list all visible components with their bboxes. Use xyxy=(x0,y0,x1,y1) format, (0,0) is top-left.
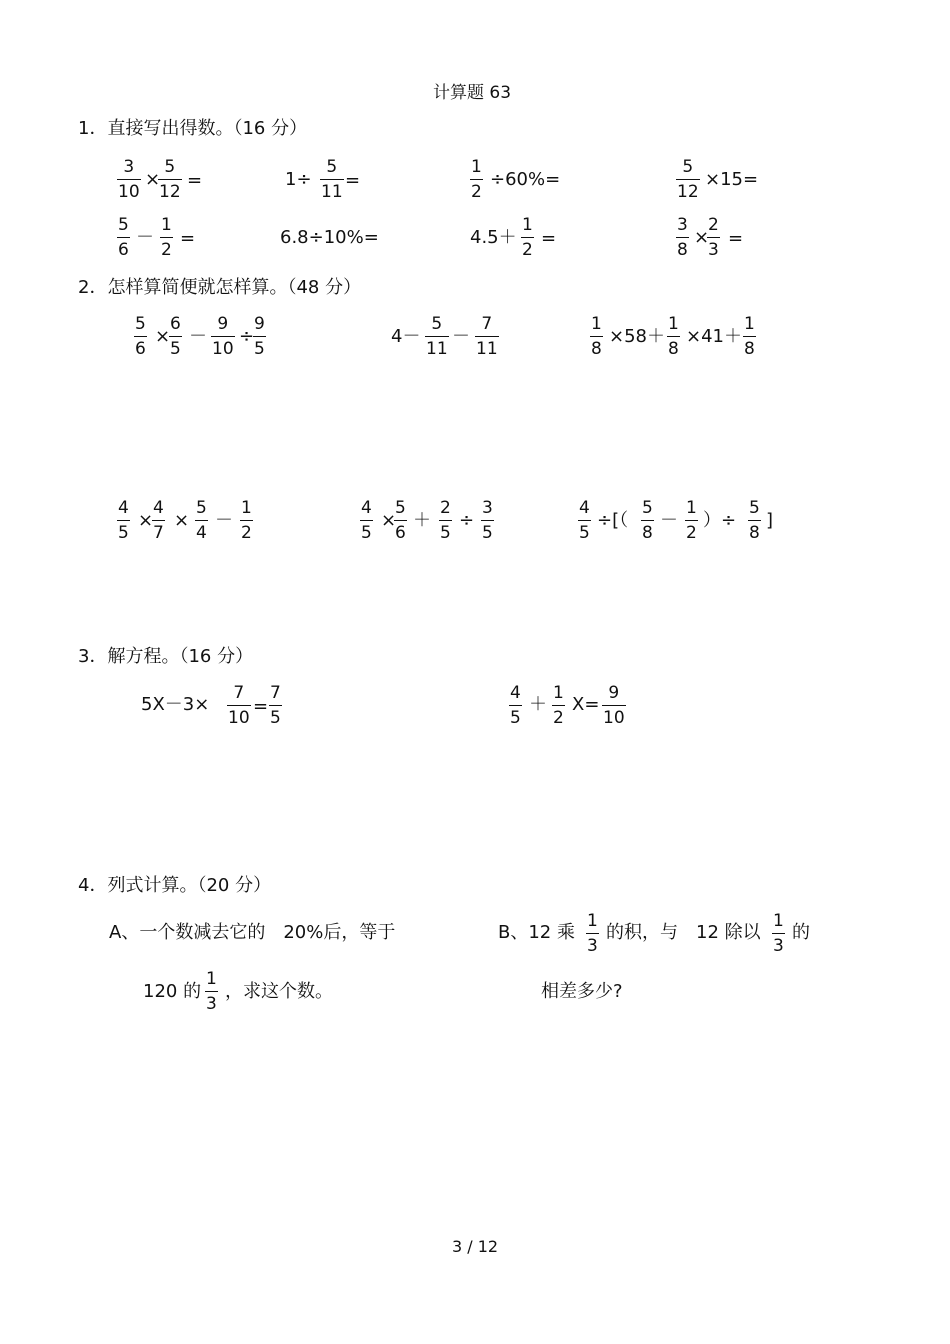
equals-sign: = xyxy=(345,170,361,191)
fraction: 9 10 xyxy=(603,683,625,728)
fraction: 4 5 xyxy=(510,683,521,728)
fraction: 2 3 xyxy=(708,215,719,260)
problem-a-line-2-prefix: 120 的 xyxy=(143,981,202,1002)
equals-sign: = xyxy=(253,696,269,717)
fraction: 9 5 xyxy=(254,314,265,359)
fraction: 6 5 xyxy=(170,314,181,359)
fraction: 9 10 xyxy=(212,314,234,359)
fraction: 7 11 xyxy=(476,314,498,359)
math-text: 6.8÷10%= xyxy=(280,227,379,248)
fraction: 5 6 xyxy=(395,498,406,543)
problem-b-prefix: B、12 乘 xyxy=(498,922,575,943)
math-text: ] xyxy=(766,510,774,531)
math-text: ÷60%= xyxy=(490,169,561,190)
operator: × xyxy=(155,326,171,347)
operator: × xyxy=(138,510,154,531)
fraction: 1 3 xyxy=(773,911,784,956)
fraction: 4 5 xyxy=(579,498,590,543)
fraction: 5 4 xyxy=(196,498,207,543)
operator: － xyxy=(660,510,678,531)
fraction: 3 5 xyxy=(482,498,493,543)
fraction: 5 11 xyxy=(321,157,343,202)
equals-sign: = xyxy=(728,228,744,249)
fraction: 1 8 xyxy=(591,314,602,359)
operator: － xyxy=(189,326,207,347)
fraction: 1 2 xyxy=(161,215,172,260)
fraction: 2 5 xyxy=(440,498,451,543)
fraction: 1 2 xyxy=(686,498,697,543)
fraction: 4 7 xyxy=(153,498,164,543)
operator: ÷ xyxy=(459,510,475,531)
page-title: 计算题 63 xyxy=(433,83,512,103)
math-text: ）÷ xyxy=(703,510,737,531)
section-2-heading: 2．怎样算简便就怎样算。（48 分） xyxy=(78,277,362,298)
fraction: 4 5 xyxy=(118,498,129,543)
fraction: 5 6 xyxy=(135,314,146,359)
problem-b-line-2: 相差多少? xyxy=(541,981,623,1002)
section-1-heading: 1．直接写出得数。（16 分） xyxy=(78,118,308,139)
fraction: 4 5 xyxy=(361,498,372,543)
section-4-heading: 4．列式计算。（20 分） xyxy=(78,875,272,896)
math-text: 4－ xyxy=(391,326,421,347)
problem-b-suffix: 的 xyxy=(792,922,810,943)
operator: × xyxy=(694,227,710,248)
operator: × xyxy=(381,510,397,531)
equals-sign: = xyxy=(180,228,196,249)
fraction: 1 8 xyxy=(668,314,679,359)
fraction: 1 3 xyxy=(206,969,217,1014)
fraction: 7 10 xyxy=(228,683,250,728)
fraction: 1 2 xyxy=(522,215,533,260)
math-text: X= xyxy=(572,694,600,715)
fraction: 5 8 xyxy=(642,498,653,543)
fraction: 1 2 xyxy=(471,157,482,202)
math-text: 5X－3× xyxy=(141,694,210,715)
fraction: 5 11 xyxy=(426,314,448,359)
fraction: 7 5 xyxy=(270,683,281,728)
operator: ÷ xyxy=(239,326,255,347)
math-text: ×41＋ xyxy=(686,326,742,347)
math-text: 1÷ xyxy=(285,169,312,190)
fraction: 5 12 xyxy=(159,157,181,202)
fraction: 1 2 xyxy=(241,498,252,543)
operator: ＋ xyxy=(529,694,547,715)
fraction: 3 10 xyxy=(118,157,140,202)
fraction: 1 2 xyxy=(553,683,564,728)
problem-a-line-2-suffix: ，求这个数。 xyxy=(225,981,333,1002)
equals-sign: = xyxy=(541,228,557,249)
math-text: ×15= xyxy=(705,169,759,190)
fraction: 5 8 xyxy=(749,498,760,543)
operator: － xyxy=(136,227,154,248)
fraction: 5 12 xyxy=(677,157,699,202)
operator: × xyxy=(174,510,190,531)
fraction: 5 6 xyxy=(118,215,129,260)
section-3-heading: 3．解方程。（16 分） xyxy=(78,646,254,667)
page-number: 3 / 12 xyxy=(452,1237,499,1256)
problem-b-middle: 的积，与 12 除以 xyxy=(606,922,761,943)
equals-sign: = xyxy=(187,170,203,191)
operator: － xyxy=(215,510,233,531)
operator: ＋ xyxy=(413,510,431,531)
operator: × xyxy=(145,169,161,190)
math-text: ÷[（ xyxy=(597,510,629,531)
math-text: 4.5＋ xyxy=(470,227,517,248)
math-text: ×58＋ xyxy=(609,326,665,347)
fraction: 1 3 xyxy=(587,911,598,956)
fraction: 3 8 xyxy=(677,215,688,260)
problem-a-line-1: A、一个数减去它的 20%后，等于 xyxy=(109,922,396,943)
operator: － xyxy=(452,326,470,347)
fraction: 1 8 xyxy=(744,314,755,359)
